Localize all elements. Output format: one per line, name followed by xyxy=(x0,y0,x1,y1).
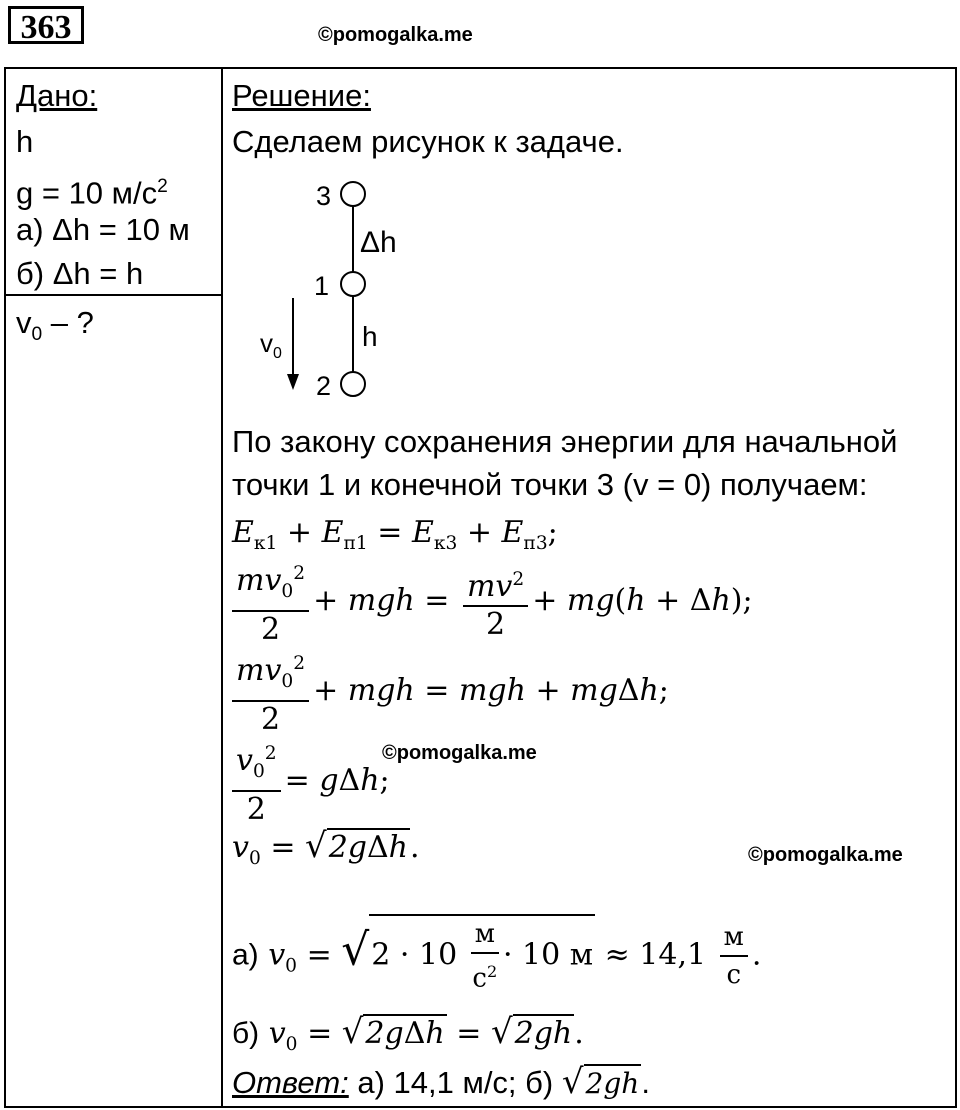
equation-b: б) $v_0 = √2g\Delta h = √2gh$. xyxy=(232,1012,584,1055)
v0-label: $v_0$ xyxy=(260,328,282,362)
equation-4: $\frac{v_0^2}{2}$ = gΔh; xyxy=(228,736,390,828)
equation-energy: $E_{к1} + E_{п1} = E_{к3} + E_{п3}$; xyxy=(232,515,558,554)
given-header: Дано: xyxy=(16,78,98,113)
dh-label: Δh xyxy=(360,226,397,259)
answer-text: а) 14,1 м/с; б) xyxy=(348,1065,562,1100)
h-label: h xyxy=(362,321,378,352)
watermark: ©pomogalka.me xyxy=(318,24,473,46)
point-2-label: 2 xyxy=(316,371,332,401)
column-divider xyxy=(221,67,223,1108)
solution-header: Решение: xyxy=(232,78,371,113)
equation-5: $v_0 = √2g\Delta h$. xyxy=(232,826,420,869)
answer-line: Ответ: а) 14,1 м/с; б) √2gh. xyxy=(232,1062,650,1102)
point-3-label: 3 xyxy=(316,181,332,211)
watermark-right: ©pomogalka.me xyxy=(748,844,903,866)
given-dh-a: а) Δh = 10 м xyxy=(16,212,190,247)
point-1-circle xyxy=(341,272,365,296)
watermark-middle: ©pomogalka.me xyxy=(382,742,537,764)
equation-a: а) $v_0 = √2 \cdot 10$ $\frac{м}{с^2}$ · 10 м ≈ 14,1 $\frac{м}{с}$ . xyxy=(232,914,761,997)
given-h: h xyxy=(16,124,34,159)
equation-2: $\frac{mv_0^2}{2}$ + mgh = $\frac{mv^2}{2}$ + mg(h + Δh); xyxy=(228,556,753,648)
energy-law-line-2: точки 1 и конечной точки 3 (v = 0) получаем: xyxy=(232,467,868,502)
energy-law-line-1: По закону сохранения энергии для начальной xyxy=(232,424,898,459)
solution-intro: Сделаем рисунок к задаче. xyxy=(232,124,624,159)
arrowhead-icon xyxy=(287,374,299,390)
answer-root: 2gh xyxy=(584,1064,642,1102)
equation-3: $\frac{mv_0^2}{2}$ + mgh = mgh + mgΔh; xyxy=(228,646,669,738)
find-v0: $v_0$ – ? xyxy=(16,305,94,346)
point-2-circle xyxy=(341,372,365,396)
given-g: g = 10 $м/с^2$ xyxy=(16,175,168,211)
given-divider xyxy=(4,294,223,296)
point-1-label: 1 xyxy=(314,271,330,301)
answer-label: Ответ: xyxy=(232,1065,349,1100)
point-3-circle xyxy=(341,182,365,206)
problem-number: 363 xyxy=(8,6,84,44)
fall-diagram xyxy=(250,168,430,408)
given-dh-b: б) Δh = h xyxy=(16,256,144,291)
